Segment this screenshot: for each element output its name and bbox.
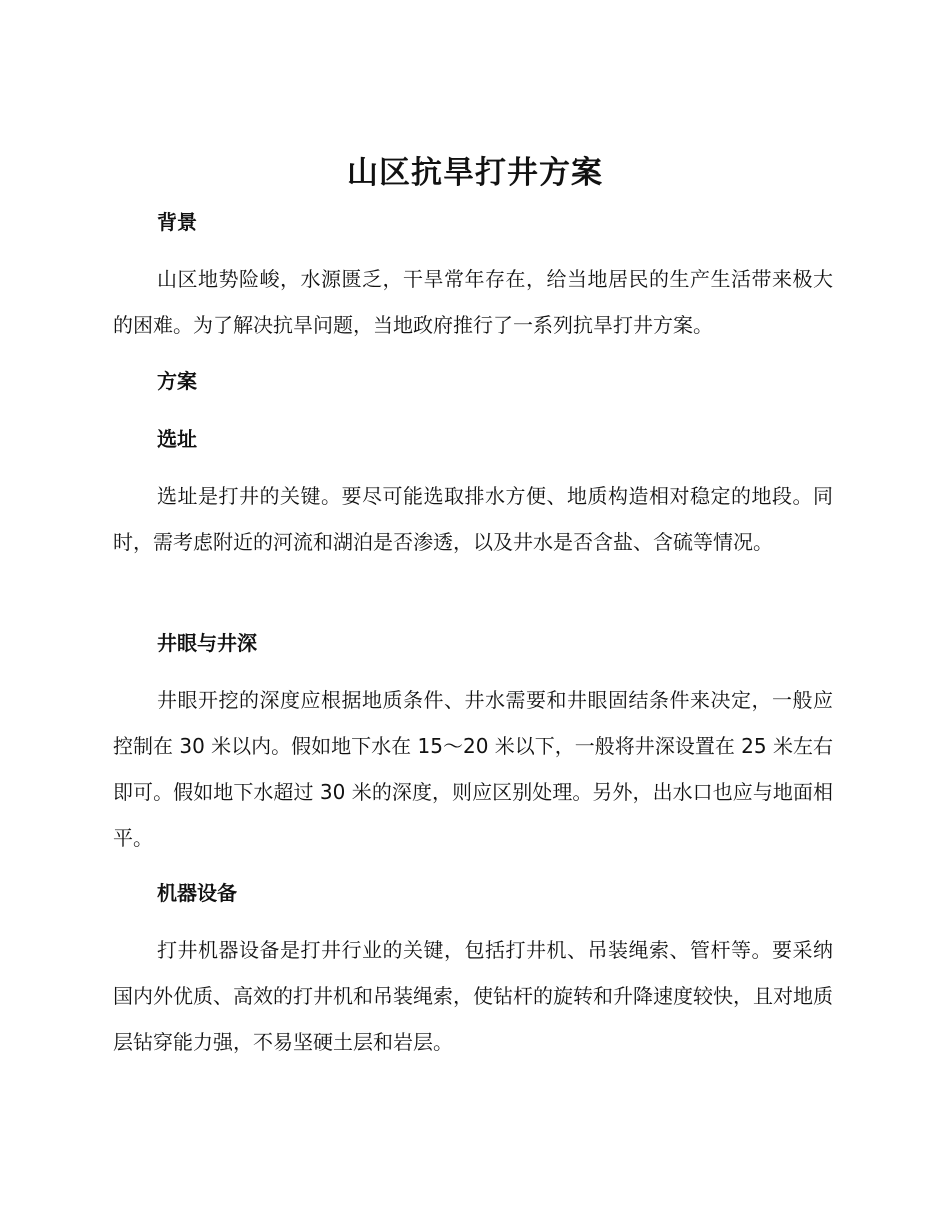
section-paragraph-background: 山区地势险峻，水源匮乏，干旱常年存在，给当地居民的生产生活带来极大的困难。为了解决抗旱问题，当地政府推行了一系列抗旱打井方案。 (113, 267, 833, 337)
section-paragraph-equipment: 打井机器设备是打井行业的关键，包括打井机、吊装绳索、管杆等。要采纳国内外优质、高效的打井机和吊装绳索，使钻杆的旋转和升降速度较快，且对地质层钻穿能力强，不易坚硬土层和岩层。 (113, 938, 833, 1054)
section-heading-site-selection: 选址 (157, 427, 197, 451)
section-heading-wellbore-depth: 井眼与井深 (157, 631, 257, 655)
section-paragraph-site-selection: 选址是打井的关键。要尽可能选取排水方便、地质构造相对稳定的地段。同时，需考虑附近的河流和湖泊是否渗透，以及井水是否含盐、含硫等情况。 (113, 484, 833, 554)
section-heading-equipment: 机器设备 (157, 881, 237, 905)
section-paragraph-wellbore-depth: 井眼开挖的深度应根据地质条件、井水需要和井眼固结条件来决定，一般应控制在 30 米以内。假如地下水在 15～20 米以下，一般将井深设置在 25 米左右即可。假如地下水超过 30 米的深度，则应区别处理。另外，出水口也应与地面相平。 (113, 688, 833, 850)
document-title: 山区抗旱打井方案 (347, 155, 603, 191)
section-heading-background: 背景 (157, 210, 197, 234)
section-heading-plan: 方案 (157, 369, 197, 393)
